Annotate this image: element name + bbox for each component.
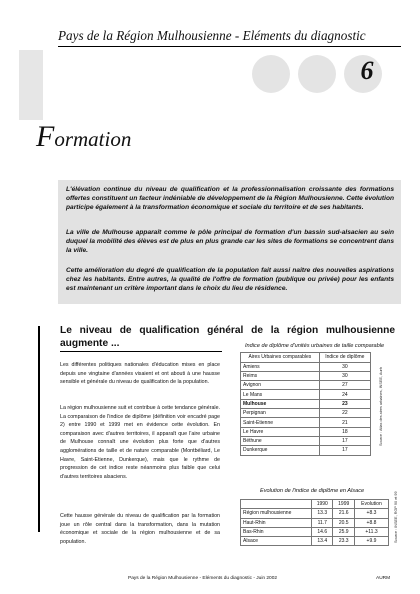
table-cell-name: Reims [241, 371, 320, 380]
table-header-cell: Indice de diplôme [319, 353, 370, 363]
table-cell-value: 17 [319, 436, 370, 445]
table-cell-1990: 13.4 [312, 537, 333, 546]
table-cell-value: 24 [319, 390, 370, 399]
intro-paragraph: Cette amélioration du degré de qualification de la population fait aussi naître des nouvelles aspirations chez les habitants. Entre autres, la qualité de l'offre de formation (publique ou privée) pour les enfants est maintenant un critère important dans le choix du lieu de résidence. [66, 267, 394, 293]
table-cell-name: Amiens [241, 362, 320, 371]
body-paragraph: La région mulhousienne suit et contribue à cette tendance générale. La comparaison de l'indice de diplôme (définition voir encadré page 2) entre 1990 et 1999 met en évidence cette évolution. En comparaison avec d'autres territoires, il apparaît que l'aire urbaine de Mulhouse connaît une évolution plus forte que d'autres agglomérations de taille et de nature comparable (Montbéliard, Le Havre, Saint-Etienne, Dunkerque), mais que le rythme de progression de cet indice reste néanmoins plus faible que celui d'autres territoires alsaciens. [60, 405, 220, 480]
table-cell-name: Alsace [241, 537, 312, 546]
table-cell-1990: 14.6 [312, 527, 333, 536]
table-row-highlighted [241, 399, 371, 408]
decorative-circle [252, 55, 290, 93]
table-cell-value: 22 [319, 409, 370, 418]
table-cell-name: Haut-Rhin [241, 518, 312, 527]
table-cell-evolution: +11.3 [354, 527, 388, 536]
table-cell-name: Mulhouse [241, 399, 320, 408]
table-row [241, 362, 371, 371]
decorative-circle [298, 55, 336, 93]
table-cell-value: 18 [319, 427, 370, 436]
table-cell-1999: 23.3 [333, 537, 354, 546]
table-cell-evolution: +8.8 [354, 518, 388, 527]
table-row [241, 509, 389, 518]
table-cell-name: Perpignan [241, 409, 320, 418]
alsace-diploma-table [240, 499, 389, 546]
table-row [241, 527, 389, 536]
table-row [241, 427, 371, 436]
table-cell-value: 23 [319, 399, 370, 408]
section-left-bar [38, 326, 40, 532]
table-header-cell: 1999 [333, 500, 354, 509]
table-row [241, 537, 389, 546]
section-title-rest: ormation [54, 127, 132, 151]
table-row [241, 390, 371, 399]
header-rule [58, 46, 401, 47]
section-title [36, 120, 131, 154]
footer-publisher: AURM [376, 576, 391, 581]
table-cell-name: Avignon [241, 381, 320, 390]
table-cell-1999: 20.5 [333, 518, 354, 527]
table1-caption: Indice de diplôme d'unités urbaines de taille comparable [245, 343, 385, 349]
decorative-vertical-bar [19, 50, 43, 120]
table1-source: Source : Atlas des aires urbaines, INSEE, Aurh [379, 367, 383, 446]
subsection-rule [60, 351, 222, 352]
table-cell-evolution: +9.9 [354, 537, 388, 546]
body-paragraph: Cette hausse générale du niveau de qualification par la formation joue un rôle central dans la transformation, dans la mutation économique et sociale de la région mulhousienne et de sa population. [60, 513, 220, 545]
table-header-row [241, 353, 371, 363]
table-cell-name: Saint-Etienne [241, 418, 320, 427]
table-cell-value: 30 [319, 371, 370, 380]
intro-paragraph: La ville de Mulhouse apparaît comme le pôle principal de formation d'un bassin sud-alsacien au sein duquel la mobilité des élèves est de plus en plus grande car les sites de formations se concentrent dans la ville. [66, 229, 394, 255]
table2-caption: Evolution de l'indice de diplôme en Alsace [260, 488, 365, 494]
table-cell-1999: 25.9 [333, 527, 354, 536]
chapter-number: 6 [360, 56, 374, 85]
table-header-cell: Evolution [354, 500, 388, 509]
table-cell-value: 30 [319, 362, 370, 371]
body-paragraph: Les différentes politiques nationales d'éducation mises en place depuis une vingtaine d'années visaient et ont abouti à une hausse sensible et générale du niveau de qualification de la population. [60, 362, 220, 386]
table-header-row [241, 500, 389, 509]
table2-source: Source : INSEE, RGP 90 et 99 [394, 491, 398, 543]
table-header-cell [241, 500, 312, 509]
table-cell-name: Région mulhousienne [241, 509, 312, 518]
table-row [241, 418, 371, 427]
table-cell-1999: 21.6 [333, 509, 354, 518]
table-cell-value: 27 [319, 381, 370, 390]
table-row [241, 518, 389, 527]
table-cell-1990: 11.7 [312, 518, 333, 527]
table-cell-name: Bas-Rhin [241, 527, 312, 536]
table-row [241, 436, 371, 445]
table-cell-name: Béthune [241, 436, 320, 445]
table-header-cell: Aires Urbaines comparables [241, 353, 320, 363]
subsection-heading: Le niveau de qualification général de la région mulhousienne augmente ... [60, 325, 395, 349]
diploma-index-table [240, 352, 371, 456]
table-cell-name: Dunkerque [241, 446, 320, 455]
table-row [241, 409, 371, 418]
intro-paragraph: L'élévation continue du niveau de qualification et la professionnalisation croissante des formations offertes constituent un facteur indéniable de développement de la Région Mulhousienne. Cette évolution participe également à la transformation économique et sociale du territoire et de ses habitants. [66, 186, 394, 212]
table-cell-evolution: +8.3 [354, 509, 388, 518]
table-cell-1990: 13.3 [312, 509, 333, 518]
page-footer: Pays de la Région Mulhousienne - Eléments du diagnostic - Juin 2002 [128, 576, 278, 581]
table-row [241, 371, 371, 380]
table-cell-value: 21 [319, 418, 370, 427]
table-cell-value: 17 [319, 446, 370, 455]
table-cell-name: Le Mans [241, 390, 320, 399]
table-cell-name: Le Havre [241, 427, 320, 436]
document-header-title: Pays de la Région Mulhousienne - Eléments du diagnostic [58, 28, 366, 43]
table-row [241, 381, 371, 390]
section-title-initial: F [36, 120, 55, 153]
table-row [241, 446, 371, 455]
table-header-cell: 1990 [312, 500, 333, 509]
